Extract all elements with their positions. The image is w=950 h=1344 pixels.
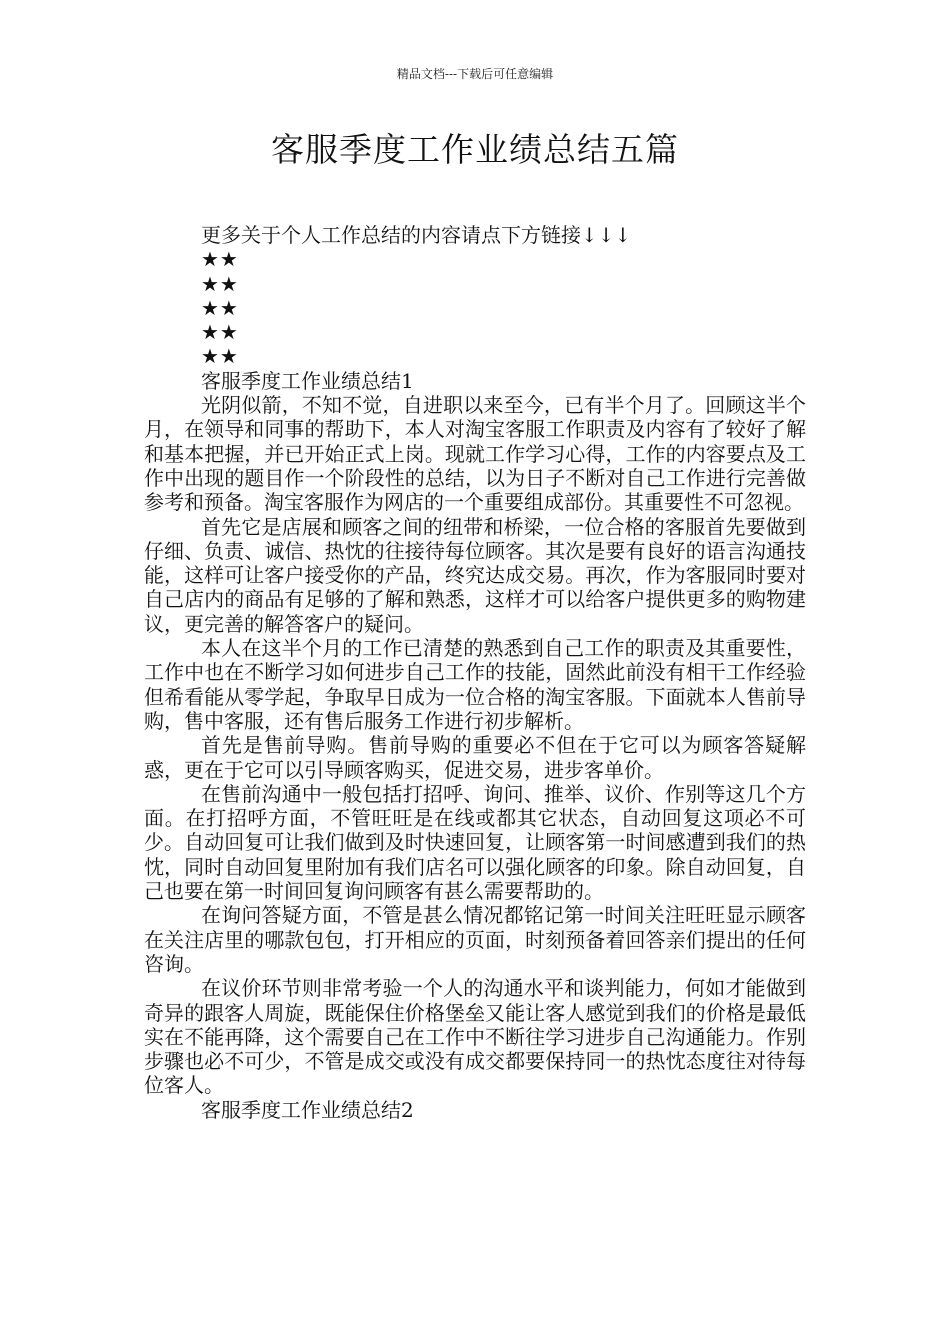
body-paragraph: 本人在这半个月的工作已清楚的熟悉到自己工作的职责及其重要性，工作中也在不断学习如何进步自己工作的技能，固然此前没有相干工作经验但希看能从零学起，争取早日成为一位合格的淘宝客服。下面就本人售前导购，售中客服，还有售后服务工作进行初步解析。 bbox=[144, 636, 806, 733]
section-heading-1: 客服季度工作业绩总结1 bbox=[201, 368, 414, 393]
star-rating-row: ★★ bbox=[201, 271, 239, 296]
body-paragraph: 在售前沟通中一般包括打招呼、询问、推举、议价、作别等这几个方面。在打招呼方面，不管旺旺是在线或都其它状态，自动回复这项必不可少。自动回复可让我们做到及时快速回复，让顾客第一时间感遭到我们的热忱，同时自动回复里附加有我们店名可以强化顾客的印象。除自动回复，自己也要在第一时间回复询问顾客有甚么需要帮助的。 bbox=[144, 781, 806, 904]
page-header-note: 精品文档---下载后可任意编辑 bbox=[396, 67, 554, 81]
body-paragraph: 在议价环节则非常考验一个人的沟通水平和谈判能力，何如才能做到奇异的跟客人周旋，既能保住价格堡垒又能让客人感觉到我们的价格是最低实在不能再降，这个需要自己在工作中不断往学习进步自己沟通能力。作别步骤也必不可少，不管是成交或没有成交都要保持同一的热忱态度往对待每位客人。 bbox=[144, 976, 806, 1098]
body-paragraph: 在询问答疑方面，不管是甚么情况都铭记第一时间关注旺旺显示顾客在关注店里的哪款包包，打开相应的页面，时刻预备着回答亲们提出的任何咨询。 bbox=[144, 903, 806, 976]
document-title: 客服季度工作业绩总结五篇 bbox=[271, 130, 679, 169]
body-paragraph: 首先它是店展和顾客之间的纽带和桥梁，一位合格的客服首先要做到仔细、负责、诚信、热忱的往接待每位顾客。其次是要有良好的语言沟通技能，这样可让客户接受你的产品，终究达成交易。再次，作为客服同时要对自己店内的商品有足够的了解和熟悉，这样才可以给客户提供更多的购物建议，更完善的解答客户的疑问。 bbox=[144, 514, 806, 636]
star-rating-row: ★★ bbox=[201, 247, 239, 272]
body-paragraph: 首先是售前导购。售前导购的重要必不但在于它可以为顾客答疑解惑，更在于它可以引导顾客购买，促进交易，进步客单价。 bbox=[144, 733, 806, 782]
star-rating-row: ★★ bbox=[201, 295, 239, 320]
body-paragraph: 光阴似箭，不知不觉，自进职以来至今，已有半个月了。回顾这半个月，在领导和同事的帮助下，本人对淘宝客服工作职责及内容有了较好了解和基本把握，并已开始正式上岗。现就工作学习心得，工作的内容要点及工作中出现的题目作一个阶段性的总结，以为日子不断对自己工作进行完善做参考和预备。淘宝客服作为网店的一个重要组成部份。其重要性不可忽视。 bbox=[144, 393, 806, 515]
star-rating-row: ★★ bbox=[201, 344, 239, 369]
document-body bbox=[144, 223, 806, 1122]
section-heading-2: 客服季度工作业绩总结2 bbox=[201, 1097, 414, 1122]
star-rating-row: ★★ bbox=[201, 320, 239, 345]
intro-link-text[interactable]: 更多关于个人工作总结的内容请点下方链接↓↓↓ bbox=[201, 223, 632, 247]
